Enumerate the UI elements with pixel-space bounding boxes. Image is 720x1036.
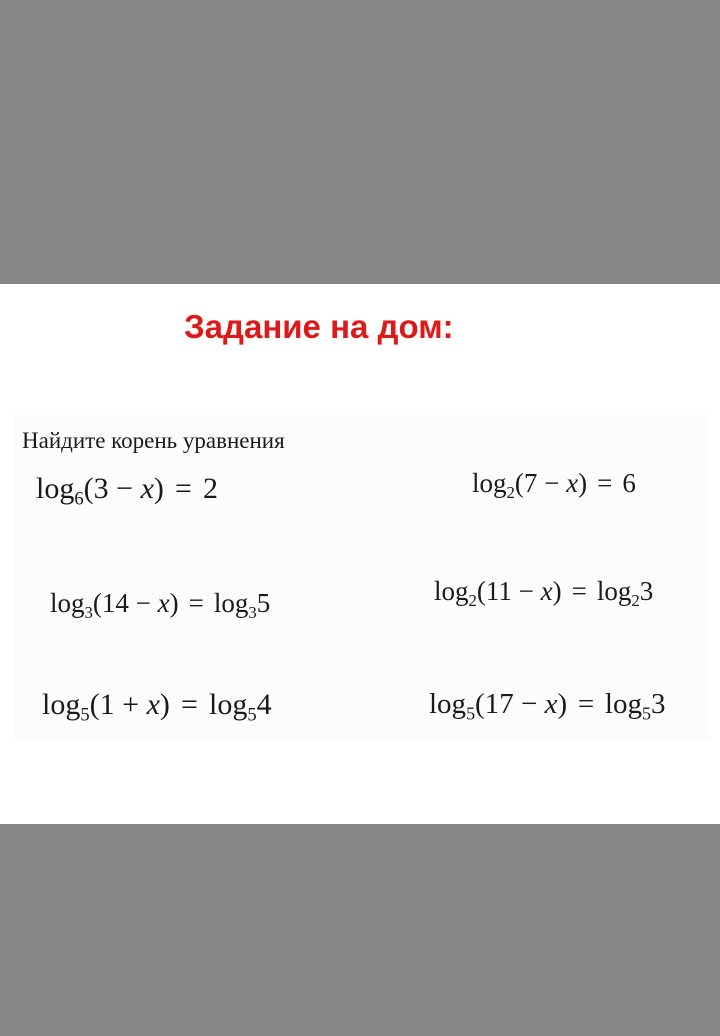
equals-sign: = <box>174 472 192 505</box>
slide-title: Задание на дом: <box>184 308 454 345</box>
rhs-log-argument: 3 <box>639 576 654 606</box>
log-label: log <box>36 472 75 505</box>
rhs-log-base: 2 <box>631 590 640 610</box>
equals-sign: = <box>571 576 587 606</box>
log-base: 5 <box>466 703 476 724</box>
log-label: log <box>434 576 469 606</box>
log-label: log <box>42 688 81 721</box>
rhs-log-label: log <box>213 588 249 618</box>
equation-4 <box>434 576 654 610</box>
equation-6 <box>429 688 666 724</box>
log-argument: (17 − x) <box>475 688 568 720</box>
rhs-log-base: 5 <box>641 703 651 724</box>
log-argument: (7 − x) <box>514 468 588 498</box>
slide <box>0 284 720 824</box>
log-argument: (11 − x) <box>476 576 562 606</box>
log-base: 3 <box>84 602 93 622</box>
worksheet-image <box>14 414 710 740</box>
log-base: 2 <box>468 590 477 610</box>
equation-5 <box>42 688 272 726</box>
log-label: log <box>50 588 85 618</box>
log-label: log <box>429 688 467 720</box>
equals-sign: = <box>577 688 595 720</box>
rhs-log-argument: 5 <box>256 588 271 618</box>
equation-3 <box>50 588 271 622</box>
rhs-log-label: log <box>604 688 642 720</box>
log-base: 6 <box>74 488 84 510</box>
rhs-log-label: log <box>209 688 248 721</box>
log-argument: (3 − x) <box>83 472 164 505</box>
right-hand-side: 2 <box>203 472 218 505</box>
rhs-log-label: log <box>596 576 632 606</box>
equation-1 <box>36 472 218 510</box>
right-hand-side: 6 <box>622 468 636 498</box>
rhs-log-argument: 4 <box>256 688 272 721</box>
log-argument: (14 − x) <box>92 588 179 618</box>
rhs-log-argument: 3 <box>650 688 666 720</box>
rhs-log-base: 3 <box>248 602 257 622</box>
equals-sign: = <box>597 468 613 498</box>
log-argument: (1 + x) <box>89 688 170 721</box>
equation-2 <box>472 468 636 502</box>
log-base: 2 <box>506 482 515 502</box>
equals-sign: = <box>188 588 204 618</box>
instruction-text: Найдите корень уравнения <box>22 428 285 453</box>
log-base: 5 <box>80 704 90 726</box>
equals-sign: = <box>180 688 198 721</box>
rhs-log-base: 5 <box>247 704 257 726</box>
log-label: log <box>472 468 507 498</box>
